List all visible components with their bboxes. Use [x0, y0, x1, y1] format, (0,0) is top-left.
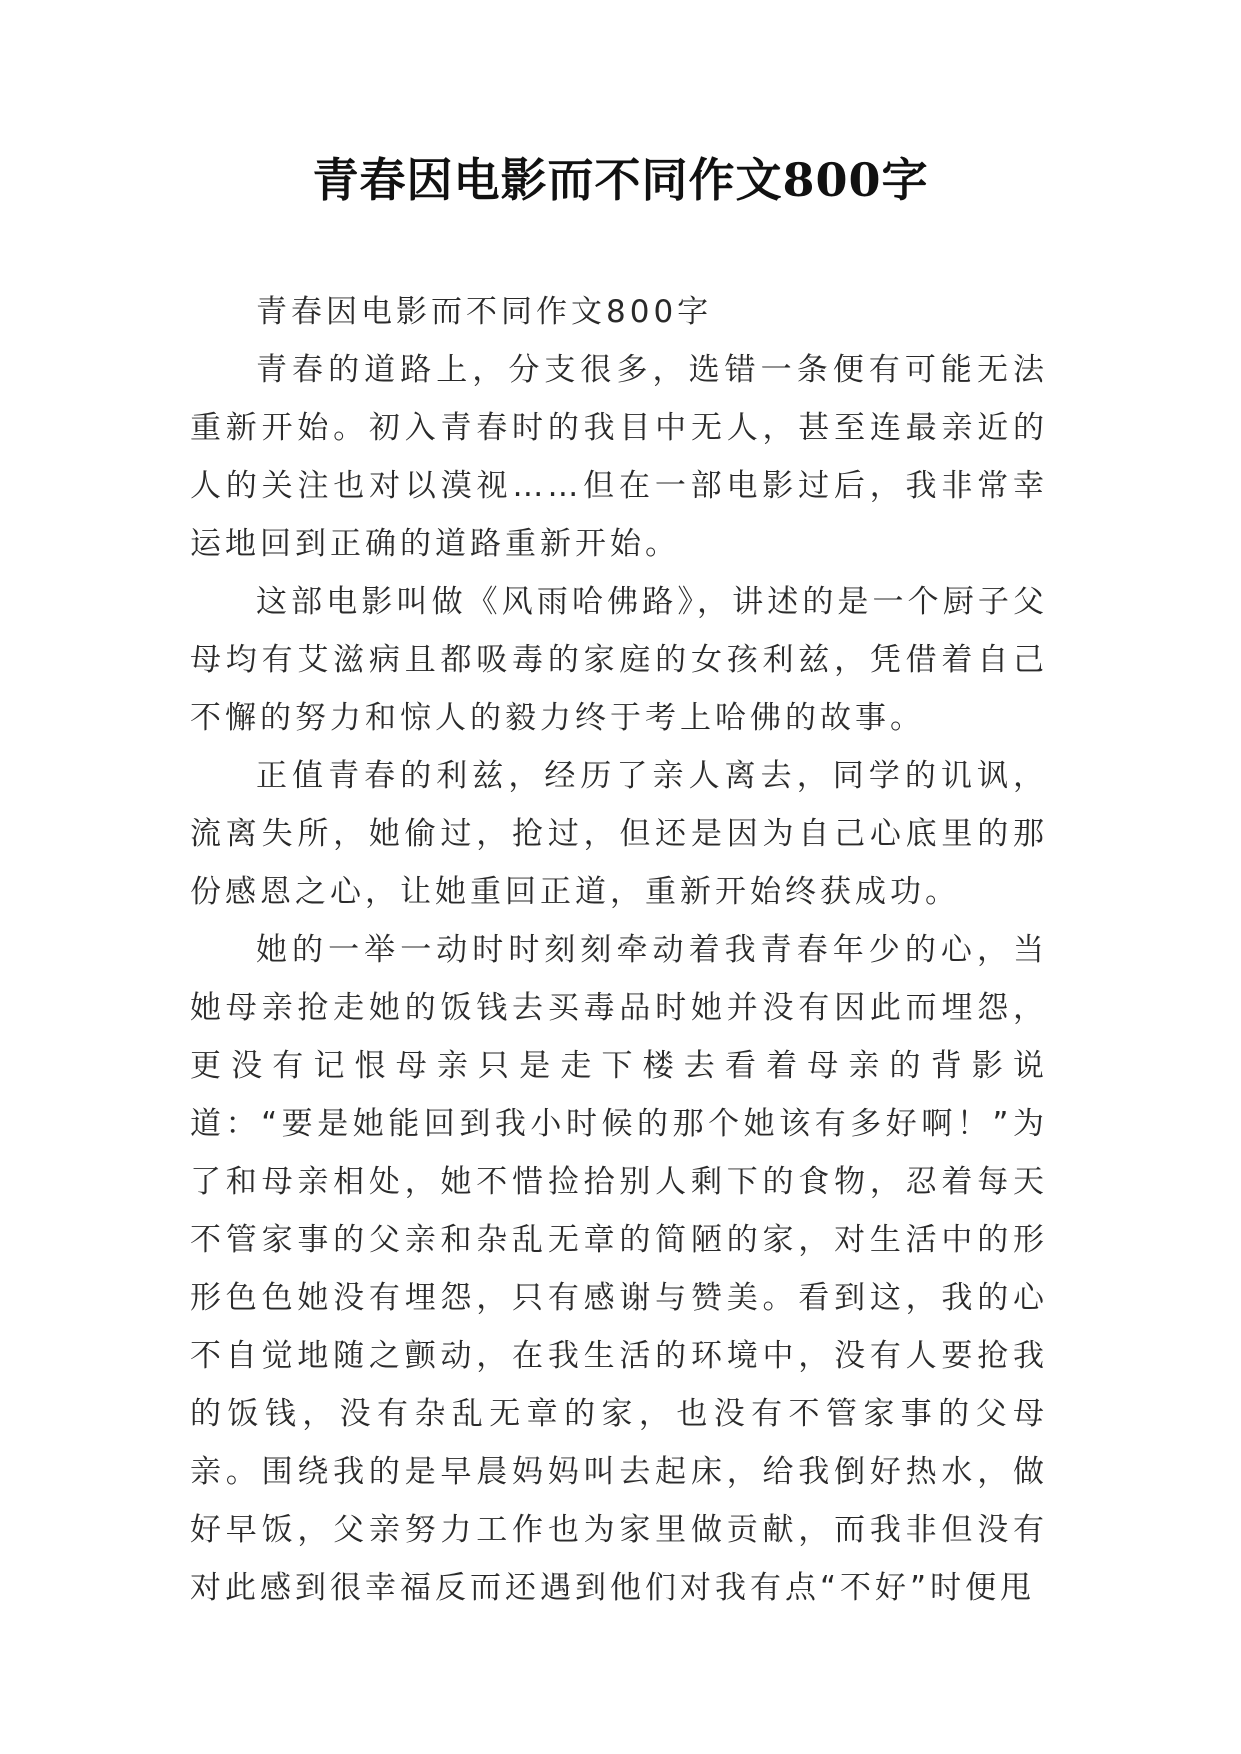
- paragraph: 这部电影叫做《风雨哈佛路》，讲述的是一个厨子父母均有艾滋病且都吸毒的家庭的女孩利兹，凭借着自己不懈的努力和惊人的毅力终于考上哈佛的故事。: [190, 584, 1048, 736]
- paragraph: 正值青春的利兹，经历了亲人离去，同学的讥讽，流离失所，她偷过，抢过，但还是因为自己心底里的那份感恩之心，让她重回正道，重新开始终获成功。: [190, 758, 1048, 910]
- document-body: [190, 283, 1048, 1617]
- paragraph: 青春的道路上，分支很多，选错一条便有可能无法重新开始。初入青春时的我目中无人，甚至连最亲近的人的关注也对以漠视……但在一部电影过后，我非常幸运地回到正确的道路重新开始。: [190, 352, 1048, 562]
- paragraph-subtitle: 青春因电影而不同作文800字: [256, 294, 713, 330]
- document-title: 青春因电影而不同作文800字: [312, 153, 929, 207]
- paragraph: 她的一举一动时时刻刻牵动着我青春年少的心，当她母亲抢走她的饭钱去买毒品时她并没有因此而埋怨，更没有记恨母亲只是走下楼去看着母亲的背影说道：“要是她能回到我小时候的那个她该有多好啊！”为了和母亲相处，她不惜捡拾别人剩下的食物，忍着每天不管家事的父亲和杂乱无章的简陋的家，对生活中的形形色色她没有埋怨，只有感谢与赞美。看到这，我的心不自觉地随之颤动，在我生活的环境中，没有人要抢我的饭钱，没有杂乱无章的家，也没有不管家事的父母亲。围绕我的是早晨妈妈叫去起床，给我倒好热水，做好早饭，父亲努力工作也为家里做贡献，而我非但没有对此感到很幸福反而还遇到他们对我有点“不好”时便甩: [190, 932, 1048, 1606]
